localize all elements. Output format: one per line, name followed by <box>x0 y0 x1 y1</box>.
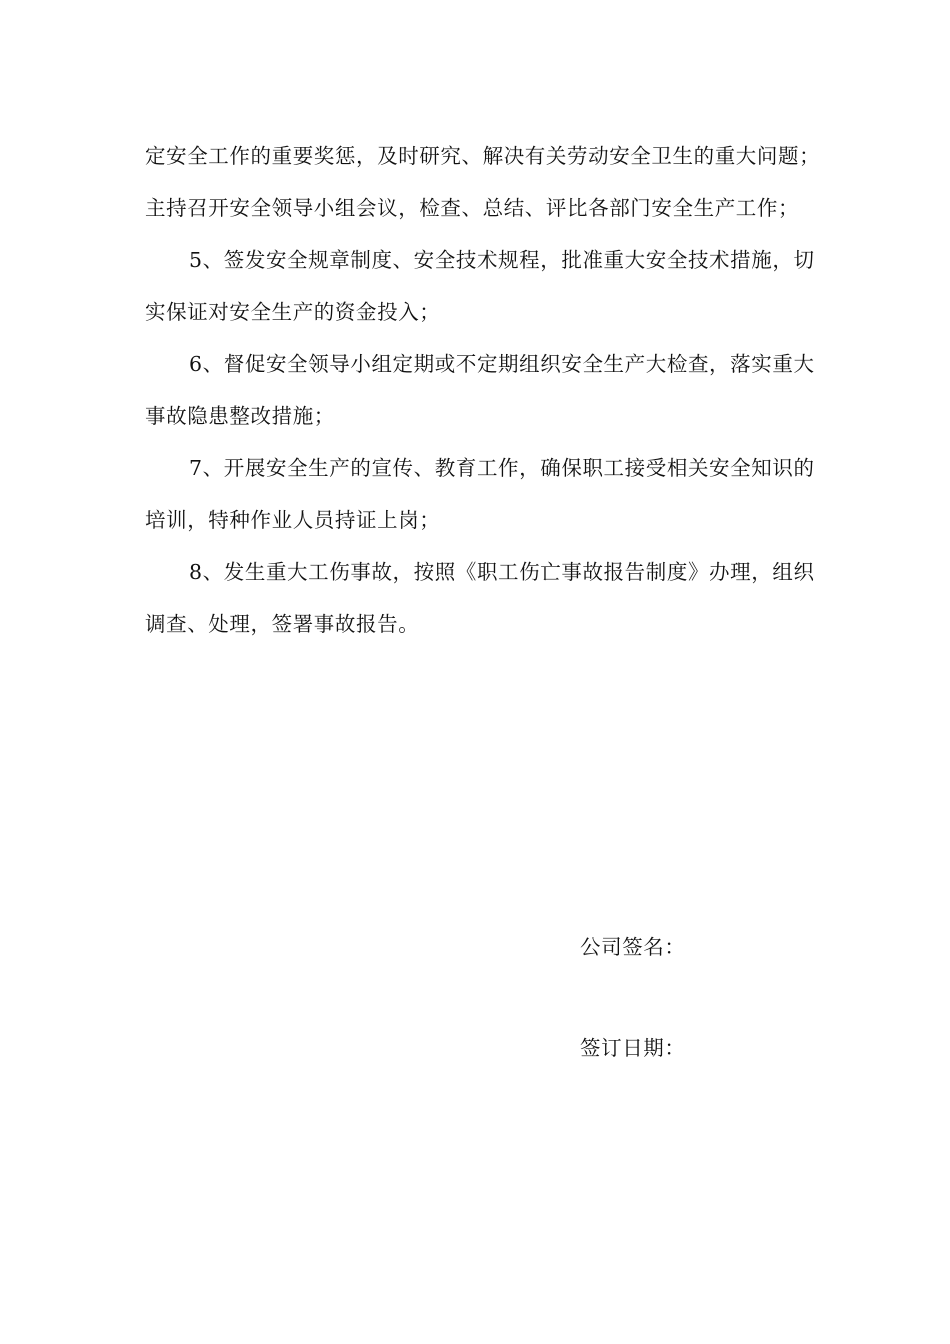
document-body <box>145 130 825 650</box>
paragraph-item-6: 6、督促安全领导小组定期或不定期组织安全生产大检查，落实重大事故隐患整改措施； <box>145 352 815 428</box>
paragraph-item-5: 5、签发安全规章制度、安全技术规程，批准重大安全技术措施，切实保证对安全生产的资金投入； <box>145 248 815 324</box>
company-signature-label: 公司签名： <box>580 935 686 959</box>
signing-date-label: 签订日期： <box>580 1036 686 1060</box>
paragraph-responsibilities-continued: 定安全工作的重要奖惩，及时研究、解决有关劳动安全卫生的重大问题；主持召开安全领导小组会议，检查、总结、评比各部门安全生产工作； <box>145 144 821 220</box>
paragraph-item-7: 7、开展安全生产的宣传、教育工作，确保职工接受相关安全知识的培训，特种作业人员持证上岗； <box>145 456 815 532</box>
paragraph-item-8: 8、发生重大工伤事故，按照《职工伤亡事故报告制度》办理，组织调查、处理，签署事故报告。 <box>145 560 815 636</box>
